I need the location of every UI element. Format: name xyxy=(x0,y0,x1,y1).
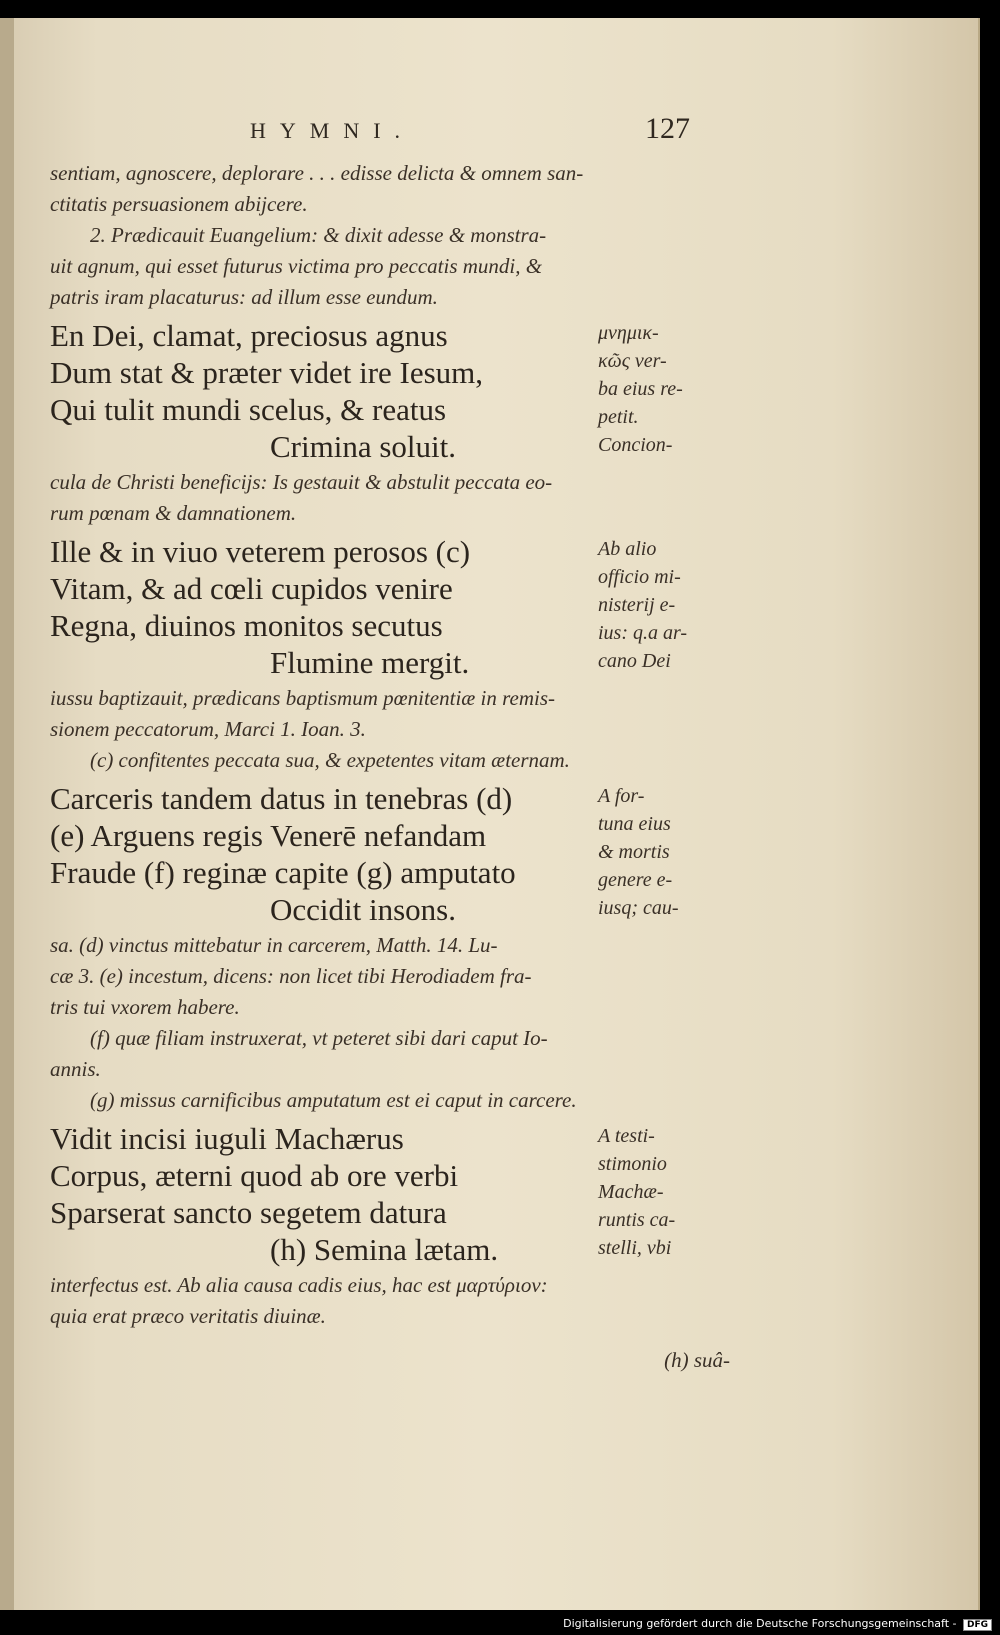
stanza-2 xyxy=(50,533,730,681)
page-number: 127 xyxy=(645,112,690,145)
verse-line: Fraude (f) reginæ capite (g) amputato xyxy=(50,855,516,890)
marginal-line: Machæ- xyxy=(598,1181,664,1203)
verse-line: En Dei, clamat, preciosus agnus xyxy=(50,318,448,353)
commentary-line: rum pœnam & damnationem. xyxy=(50,501,297,525)
page-content xyxy=(50,112,730,1372)
marginal-line: petit. xyxy=(598,406,639,428)
commentary-3 xyxy=(50,930,730,1116)
verse-line: Carceris tandem datus in tenebras (d) xyxy=(50,781,513,816)
marginal-line: officio mi- xyxy=(598,566,681,588)
verse-line: Vitam, & ad cœli cupidos venire xyxy=(50,571,453,606)
marginal-line: tuna eius xyxy=(598,813,671,835)
stanza-1 xyxy=(50,317,730,465)
verse-line: Regna, diuinos monitos secutus xyxy=(50,608,443,643)
marginal-line: κῶς ver- xyxy=(598,350,667,372)
footnote-g: (g) missus carnificibus amputatum est ei caput in carcere. xyxy=(90,1088,577,1112)
intro-line: patris iram placaturus: ad illum esse eundum. xyxy=(50,285,438,309)
verse-adonic: Crimina soluit. xyxy=(270,429,456,464)
commentary-4 xyxy=(50,1270,730,1332)
marginal-line: stimonio xyxy=(598,1153,667,1175)
footnote-f-cont: annis. xyxy=(50,1057,101,1081)
commentary-line: tris tui vxorem habere. xyxy=(50,995,240,1019)
marginal-line: ba eius re- xyxy=(598,378,683,400)
commentary-line: cæ 3. (e) incestum, dicens: non licet tibi Herodiadem fra- xyxy=(50,964,532,988)
marginal-note xyxy=(598,319,738,459)
marginal-line: Ab alio xyxy=(598,538,657,560)
intro-line: ctitatis persuasionem abijcere. xyxy=(50,192,308,216)
dfg-logo: DFG xyxy=(963,1619,992,1631)
verse-adonic: Occidit insons. xyxy=(270,892,456,927)
page-gutter xyxy=(0,18,14,1610)
commentary-line: sionem peccatorum, Marci 1. Ioan. 3. xyxy=(50,717,366,741)
stanza-verse xyxy=(50,1120,570,1268)
intro-commentary xyxy=(50,158,730,313)
stanza-verse xyxy=(50,780,570,928)
running-head: HYMNI. xyxy=(250,118,415,143)
stanza-4 xyxy=(50,1120,730,1268)
marginal-line: A for- xyxy=(598,785,645,807)
verse-line: Qui tulit mundi scelus, & reatus xyxy=(50,392,447,427)
commentary-line: sa. (d) vinctus mittebatur in carcerem, Matth. 14. Lu- xyxy=(50,933,498,957)
commentary-line: quia erat præco veritatis diuinæ. xyxy=(50,1304,326,1328)
marginal-line: & mortis xyxy=(598,841,670,863)
marginal-line: ius: q.a ar- xyxy=(598,622,688,644)
commentary-2 xyxy=(50,683,730,776)
dfg-credit xyxy=(563,1617,992,1631)
commentary-line: cula de Christi beneficijs: Is gestauit & abstulit peccata eo- xyxy=(50,470,553,494)
verse-line: (e) Arguens regis Venerē nefandam xyxy=(50,818,487,853)
dfg-credit-text: Digitalisierung gefördert durch die Deutsche Forschungsgemeinschaft - xyxy=(563,1617,957,1630)
stanza-verse xyxy=(50,533,570,681)
verse-line: Ille & in viuo veterem perosos (c) xyxy=(50,534,471,569)
verse-adonic: Flumine mergit. xyxy=(270,645,470,680)
marginal-line: μνημικ- xyxy=(598,322,659,344)
verse-line: Sparserat sancto segetem datura xyxy=(50,1195,447,1230)
marginal-line: nisterij e- xyxy=(598,594,676,616)
intro-line: 2. Prædicauit Euangelium: & dixit adesse & monstra- xyxy=(90,223,547,247)
stanza-verse xyxy=(50,317,570,465)
book-page xyxy=(0,18,980,1610)
marginal-line: iusq; cau- xyxy=(598,897,679,919)
marginal-note xyxy=(598,535,738,675)
commentary-1 xyxy=(50,467,730,529)
intro-line: sentiam, agnoscere, deplorare . . . edisse delicta & omnem san- xyxy=(50,161,584,185)
marginal-line: stelli, vbi xyxy=(598,1237,672,1259)
marginal-note xyxy=(598,782,738,922)
commentary-line: iussu baptizauit, prædicans baptismum pœnitentiæ in remis- xyxy=(50,686,556,710)
footnote-f: (f) quæ filiam instruxerat, vt peteret sibi dari caput Io- xyxy=(90,1026,548,1050)
verse-adonic: (h) Semina lætam. xyxy=(270,1232,499,1267)
verse-line: Corpus, æterni quod ab ore verbi xyxy=(50,1158,459,1193)
catchword: (h) suâ- xyxy=(664,1348,730,1372)
verse-line: Vidit incisi iuguli Machærus xyxy=(50,1121,404,1156)
verse-line: Dum stat & præter videt ire Iesum, xyxy=(50,355,484,390)
page-header xyxy=(50,112,730,158)
footnote-c: (c) confitentes peccata sua, & expetentes vitam æternam. xyxy=(90,748,570,772)
marginal-line: A testi- xyxy=(598,1125,655,1147)
commentary-line: interfectus est. Ab alia causa cadis eius, hac est μαρτύριον: xyxy=(50,1273,548,1297)
marginal-note xyxy=(598,1122,738,1262)
marginal-line: cano Dei xyxy=(598,650,671,672)
marginal-line: runtis ca- xyxy=(598,1209,676,1231)
marginal-line: genere e- xyxy=(598,869,673,891)
marginal-line: Concion- xyxy=(598,434,673,456)
intro-line: uit agnum, qui esset futurus victima pro peccatis mundi, & xyxy=(50,254,543,278)
stanza-3 xyxy=(50,780,730,928)
